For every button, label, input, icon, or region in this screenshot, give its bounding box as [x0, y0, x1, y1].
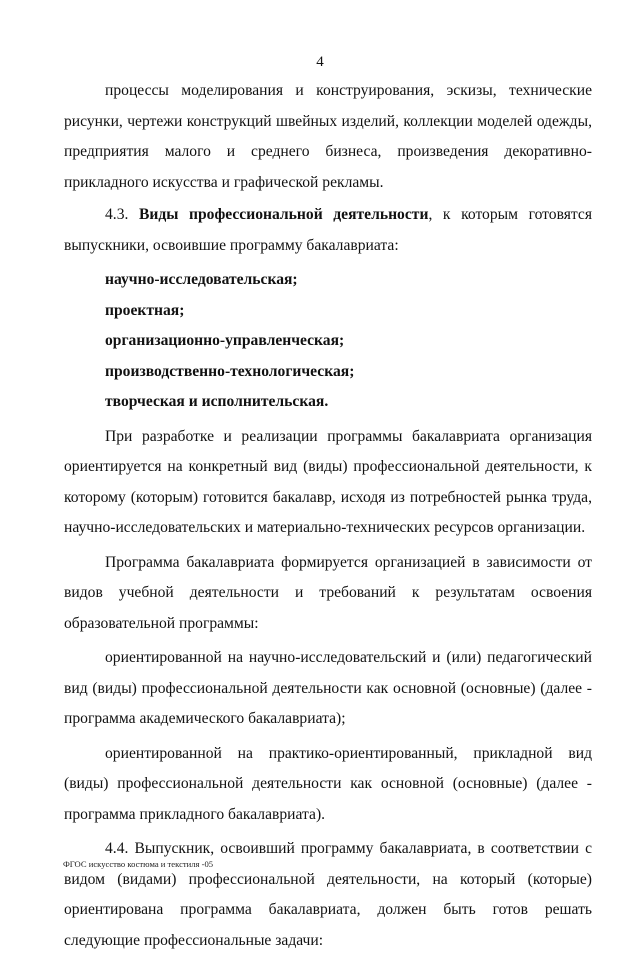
- activity-types-list: [64, 265, 592, 418]
- list-item: научно-исследовательская;: [105, 271, 298, 288]
- intro-paragraph: процессы моделирования и конструирования, эскизы, технические рисунки, чертежи конструкций швейных изделий, коллекции моделей одежды, предприятия малого и среднего бизнеса, произведения декоративно-прикладного искусства и графической рекламы.: [64, 82, 592, 191]
- section-4-3-number: 4.3.: [105, 206, 129, 223]
- development-paragraph: При разработке и реализации программы бакалавриата организация ориентируется на конкретный вид (виды) профессиональной деятельности, к которому (которым) готовится бакалавр, исходя из потребностей рынка труда, научно-исследовательских и материально-технических ресурсов организации.: [64, 427, 592, 536]
- list-item: организационно-управленческая;: [105, 332, 345, 349]
- document-body: [64, 76, 592, 956]
- applied-paragraph: ориентированной на практико-ориентированный, прикладной вид (виды) профессиональной деятельности как основной (основные) (далее - программа прикладного бакалавриата).: [64, 744, 592, 823]
- section-4-4-paragraph: 4.4. Выпускник, освоивший программу бакалавриата, в соответствии с видом (видами) профессиональной деятельности, на который (которые) ориентирована программа бакалавриата, должен быть готов решать следующие профессиональные задачи:: [64, 840, 592, 949]
- footer-note: ФГОС искусство костюма и текстиля -05: [63, 859, 214, 869]
- list-item: производственно-технологическая;: [105, 362, 355, 380]
- section-4-3-bold-title: Виды профессиональной деятельности: [138, 206, 429, 223]
- section-4-3-paragraph: [64, 200, 592, 261]
- academic-paragraph: ориентированной на научно-исследовательский и (или) педагогический вид (виды) профессиональной деятельности как основной (основные) (далее - программа академического бакалавриата);: [64, 649, 592, 727]
- section-4-3-rest: , к которым готовятся выпускники, освоившие программу бакалавриата:: [64, 206, 593, 254]
- formation-paragraph: Программа бакалавриата формируется организацией в зависимости от видов учебной деятельности и требований к результатам освоения образовательной программы:: [64, 553, 592, 632]
- list-item: проектная;: [105, 301, 185, 319]
- page-number: 4: [316, 54, 324, 70]
- list-item: творческая и исполнительская.: [105, 393, 329, 410]
